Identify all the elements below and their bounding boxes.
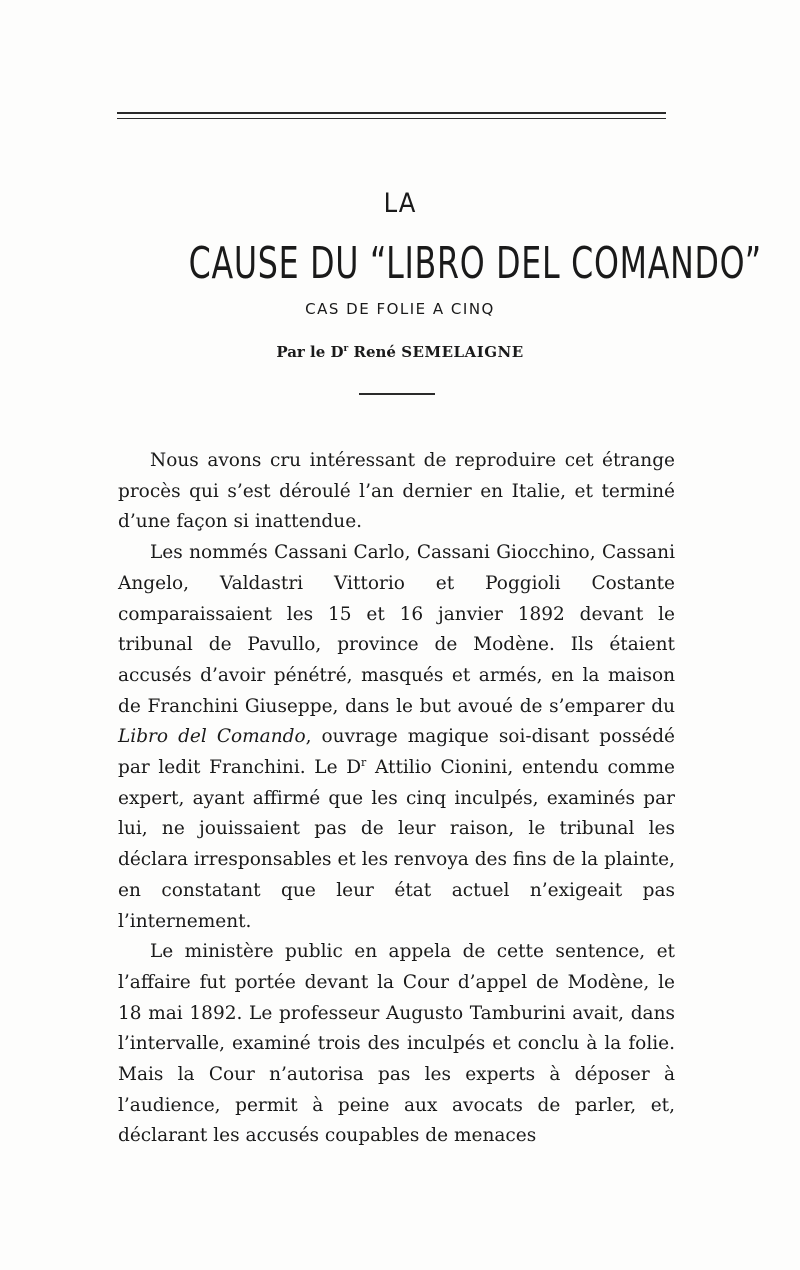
author-prefix: Par le D [276, 343, 344, 361]
author-line [0, 343, 800, 361]
rule-line-thin [117, 118, 666, 119]
paragraph-2 [118, 538, 675, 937]
title-separator-rule [359, 393, 435, 395]
author-first-name: René [353, 343, 396, 361]
paragraph-2-part-a: Les nommés Cassani Carlo, Cassani Giocchino, Cassani Angelo, Valdastri Vittorio et Poggioli Costante comparaissaient les 15 et 16 janvier 1892 devant le tribunal de Pavullo, province de Modène. Ils étaient accusés d’avoir pénétré, masqués et armés, en la maison de Franchini Giuseppe, dans le but avoué de s’emparer du [118, 542, 675, 717]
author-last-name: SEMELAIGNE [401, 343, 524, 361]
title-kicker: LA [383, 188, 417, 219]
paragraph-2-part-b: , ouvrage magique soi-disant possédé par ledit Franchini. Le D [118, 726, 675, 779]
book-title-italic: Libro del Comando [118, 726, 306, 748]
paragraph-2-part-c: Attilio Cionini, entendu comme expert, ayant affirmé que les cinq inculpés, examinés par lui, ne jouissaient pas de leur raison, le tribunal les déclara irresponsables et les renvoya des fins de la plainte, en constatant que leur état actuel n’exigeait pas l’internement. [118, 757, 675, 932]
article-body [118, 446, 675, 1152]
page-subtitle: CAS DE FOLIE A CINQ [305, 300, 495, 318]
author-prefix-superscript: r [343, 344, 349, 354]
paragraph-1: Nous avons cru intéressant de reproduire cet étrange procès qui s’est déroulé l’an dernier en Italie, et terminé d’une façon si inattendue. [118, 450, 675, 533]
paragraph-2-superscript: r [361, 755, 367, 769]
paragraph-3: Le ministère public en appela de cette sentence, et l’affaire fut portée devant la Cour d’appel de Modène, le 18 mai 1892. Le professeur Augusto Tamburini avait, dans l’intervalle, examiné trois des inculpés et conclu à la folie. Mais la Cour n’autorisa pas les experts à déposer à l’audience, permit à peine aux avocats de parler, et, déclarant les accusés coupables de menaces [118, 941, 675, 1147]
header-double-rule [117, 112, 666, 124]
rule-line-thick [117, 112, 666, 114]
page-title: CAUSE DU “LIBRO DEL COMANDO” [188, 238, 762, 289]
